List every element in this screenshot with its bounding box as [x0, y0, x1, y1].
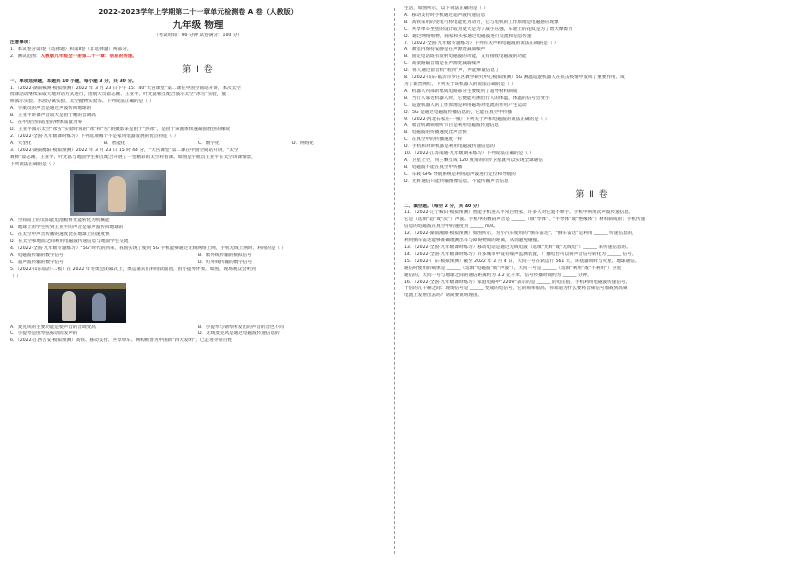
instruction-heading: 注意事项： — [10, 39, 33, 45]
text-line: 信息的电磁波在真空中的速度为 ______ m/s。 — [404, 224, 499, 230]
text-line: （ ） — [10, 273, 21, 279]
text-line: A．收音机调频收听节目是利用电磁波传递信息 — [404, 123, 500, 129]
text-line: 通信的，天问一号与地球之间的通信距离约为 3.2 亿千米，信号传播时间约为 ______ 分钟。 — [404, 272, 592, 278]
text-line: C．巡逻机器人的工作原理是利用磁场对电流的作用产生运动 — [404, 102, 527, 108]
text-line: 为了新晋网红，下列关于该机器人的说法正确的是（ ） — [404, 81, 516, 87]
answer-option: C．小提琴是由琴弦振动而发声的 — [10, 331, 78, 337]
astronaut-classroom-photo — [70, 170, 166, 216]
answer-options — [10, 325, 386, 339]
answer-option: A．电磁波传输的数字信号 — [10, 252, 64, 258]
text-line: B．电磁波不能在真空中传播 — [404, 164, 463, 170]
column-divider — [394, 8, 395, 554]
answer-option: C．超声波传输的数字信号 — [10, 259, 64, 265]
text-line: B．王亚平讲课声音较大是由于她的音调高 — [10, 113, 96, 119]
text-line: 14．（2022·全国·九年级课时练习）许多城市中设有噪声监测装置，广播电台可以将声音信号转化为 ______ 信号。 — [404, 251, 637, 257]
text-line: 它是（选填“超”或“次”）声波。手机中的数码声音是 ______（填“导体”、“半导体”或“绝缘体”）材料制成的；手机传递 — [404, 217, 646, 223]
text-line: 电流上发射出去吗？请简要说明理由。 — [404, 293, 483, 299]
text-line: A．机器人内部的集成电路部分主要使用了超导材料制成 — [404, 88, 518, 94]
answer-option: A．大型化 — [10, 140, 32, 146]
answer-option: B．小提琴与钢琴所发出的声音的音色不同 — [198, 324, 284, 330]
answer-option: B．紫外线传输的模拟信号 — [198, 252, 252, 258]
text-line: 7．（2022·全国·九年级专题练习）下列有关声和电磁波的说法正确的是（ ） — [404, 40, 559, 46]
text-line: A．移动支付时手机通过超声波传递信息 — [404, 12, 486, 18]
text-line: 教师”翟志刚、王亚平、叶光富与地面学生相互配合开展了一堂精彩的太空科普课。如图是宇航员王亚平在太空讲课情景， — [10, 154, 256, 160]
text-line: D．通过网络购物，商家和买家通过电磁波进行交流和信息传递 — [404, 33, 532, 39]
text-line: C．高架路隔音墙是在声源处减弱噪声 — [404, 61, 481, 67]
scope-highlight: 人教版九年级全一册第二十一章：信息的传递。 — [40, 53, 137, 59]
text-line: D．在太空和地面之间利用电磁波传递信息与地面学生交流 — [10, 239, 129, 245]
text-line: 6．（2022·江西吉安·模拟预测）高铁、移动支付、共享单车、网购被誉为中国新“四大发明”，已走进寻常百姓 — [10, 338, 233, 344]
text-line: C．在中国空间站里的物体质量为零 — [10, 120, 83, 126]
text-line: D．王亚平演示太空“冰雪”实验时说的“冰”和“雪”由摄影来是由于“热冰”，是由于该液体快速凝固放热的缘故 — [10, 126, 231, 132]
text-line: 13．（2022·全国·九年级课时练习）移动电话是通过无线电波（选填“光纤”或“无线电”）______ 来传递信息的。 — [404, 245, 631, 250]
text-line: 十倍的几千赫之间；现场信号是 ______ 变成的电信号，它的频率很高，你知道为什么要将音频信号加载到高频 — [404, 286, 628, 292]
exam-title: 2022-2023学年上学期第二十一章单元检测卷 A 卷（人教版） — [98, 8, 298, 16]
text-line: 10．（2022·江苏南通·九年级期末练习）下列说法正确的是（ ） — [404, 151, 534, 157]
text-line: A．宇航员的声音是通过声波传回地球的 — [10, 106, 92, 112]
text-line: 9．（2022·河北石家庄·一模）下列关于声和电磁波的说法正确的是（ ） — [404, 116, 550, 122]
answer-option: D．无线麦克风是通过电磁波传递信息的 — [198, 331, 280, 337]
text-line: D．手机和对讲机都是利用电磁波传递信息的 — [404, 144, 495, 150]
text-line: 3．（2022·湖南衡阳·模拟预测）2022 年 3 月 23 日 15 时 44 分，“天宫课堂”第二课在中国空间站开讲，“太空 — [10, 147, 239, 153]
section-heading: 第 Ⅱ 卷 — [575, 189, 609, 200]
instruction-heading: 二、填空题。（每空 2 分，共 40 分） — [404, 203, 483, 209]
text-line: 15．（2022·广东·模拟预测）截至 2022 年 2 月 4 日，天问一号在轨运行 561 天，环绕器同时与火星、地球通信。 — [404, 258, 640, 264]
right-column — [404, 6, 780, 558]
olympic-ceremony-performance-photo — [48, 283, 126, 323]
text-line: 5．（2022·山东临沂·二模）在 2022 年冬奥会闭幕式上，奥运嘉宾们利用软面团，由小提琴伴奏。如图，现场观众会听到 — [10, 266, 256, 272]
text-line: 12．（2022·湖南湘潭·模拟预测）如图所示，为小汽车使用的“倒车雷达”，“倒车雷达”是利用 ______ 传递信息的， — [404, 231, 637, 237]
text-line: 16．（2022·全国·九年级课时练习）家庭电路中“220V”表示的是 ______ 的电压值，手机利用电磁波传递信号。 — [404, 279, 631, 285]
text-line: C．车载 GPS 导航系统是利用超声波进行定位和导航的 — [404, 171, 516, 177]
text-line: C．在真空中的传播速度一样 — [404, 137, 463, 143]
instruction-heading: 一、单项选择题，本题共 10 小题，每小题 3 分，共 30 分。 — [10, 78, 137, 84]
left-column — [10, 6, 386, 558]
answer-options — [10, 253, 386, 267]
text-line: D．5G 是通过电磁波传播信息的，它能在真空中传播 — [404, 109, 512, 115]
text-line: A．教室内保持安静是在声源处减弱噪声 — [404, 47, 486, 53]
answer-option: A．麦克风的主要功能是使声音的音调变高 — [10, 324, 96, 330]
text-line: 2．（2022·全国·九年级课时练习）下列选项哪个不是家用电器发展的优点特征（ ） — [10, 133, 179, 139]
text-line — [10, 54, 386, 61]
answer-option: D．网络化 — [292, 140, 314, 146]
text-line: B．当行人靠近机器人时，它便能可测出行人的体温，体温的信号会变小 — [404, 95, 550, 101]
section-heading: 第 Ⅰ 卷 — [182, 64, 214, 75]
answer-options — [10, 141, 386, 148]
text-line: 1．本试卷分第Ⅰ卷（选择题）和第Ⅱ卷（非选择题）两部分。 — [10, 46, 132, 52]
text-line: C．共享单车坐垫的设计较为宽大是为了减小压强，车轮上的花纹是为了增大摩擦力 — [404, 26, 573, 32]
answer-option: D．红外线传输的数字信号 — [198, 259, 253, 265]
text-line: B．电磁波的传播速度比声音快 — [404, 130, 467, 136]
text-line: 桥演示实验、水油分离实验、太空抛物实验等。下列说法正确的是（ ） — [10, 99, 154, 105]
answer-option: C．数字化 — [198, 140, 220, 146]
text-line: B．高铁采用的受电弓将电能化为动力，它与电机的工作原理是电磁感应现象 — [404, 19, 559, 25]
text-line: 11．（2022·辽宁鞍山·模拟预测）智能手机进入平常百姓家，许多人对它爱不释手。手机中利用次声波传递信息， — [404, 210, 634, 216]
text-line: 生活，如图所示，以下说法正确的是（ ） — [404, 6, 489, 11]
text-line: 下列说法正确的是（ ） — [10, 161, 58, 167]
text-line: 1．（2022·湖南株洲·模拟预测）2022 年 3 月 23 日下午 15：40“天宫课堂”第二课在中国空间站开讲，本次太空 — [10, 85, 241, 91]
text-line: D．光纤通信只能传输图像信息，不能传输声音信息 — [404, 178, 509, 184]
exam-meta: （考试时间：90 分钟 试卷满分：100 分） — [154, 33, 242, 38]
text-line: B．地球上的学生听到王亚平的声音是靠声波传回地球的 — [10, 225, 124, 231]
text-line: B．固定电话既有发射电磁波的功能，又有接收电磁波的功能 — [404, 54, 527, 60]
text-line: C．在太空中声音传播的速度比在地球上的速度快 — [10, 232, 110, 238]
text-line: A．卫星上空，用三颗互成 120 度角的同步卫星就可以实现全球通信 — [404, 157, 543, 163]
scope-label: 2．测试范围： — [10, 53, 41, 59]
text-line: 授课活动继续采取天地对话方式进行，由航天员翟志刚、王亚平、叶光富相互配合演示太空“冰雪”实验，液 — [10, 92, 227, 98]
answer-option: B．智能化 — [104, 140, 126, 146]
text-line: D．将人通过留音机“看到”声，声能够量信息了 — [404, 68, 500, 74]
text-line: A．空间站上的太阳能电池板将光能转化为机械能 — [10, 218, 110, 224]
text-line: 利用倒车雷达能够准确地测出车与障碍物间的距离，从而避免碰撞。 — [404, 238, 542, 244]
text-line: 8．（2022·山东·临沂市罗庄区教学研究中心模拟预测）5G 测温巡逻机器人在抗击疫情中发挥了重要作用，成 — [404, 75, 625, 81]
exam-subtitle: 九年级 物理 — [172, 20, 224, 31]
text-line: 4．（2022·全国·九年级专题练习）“5G”时代的到来，我国实现了使用 5G 手机能够通过无线网络上网，手机无线上网时，利用的是（ ） — [10, 246, 287, 252]
text-line: 通信时使用的载体是 ______（选填“电磁波”或“声波”），天问一号是 ______（选填“利用”或“不利用”）卫星 — [404, 265, 622, 271]
